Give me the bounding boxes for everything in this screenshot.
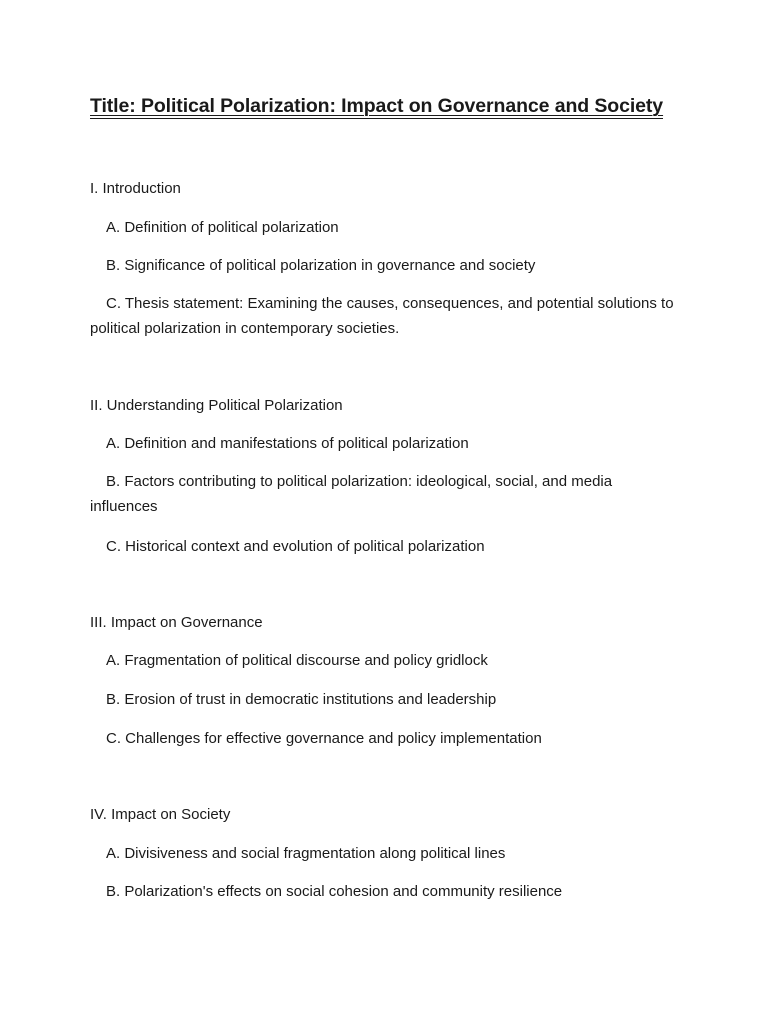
outline-item: B. Significance of political polarization in governance and society xyxy=(106,257,536,274)
section-heading-understanding: II. Understanding Political Polarization xyxy=(90,397,343,414)
outline-item: A. Definition and manifestations of political polarization xyxy=(106,435,469,452)
outline-item: C. Challenges for effective governance and policy implementation xyxy=(106,730,542,747)
outline-item: A. Divisiveness and social fragmentation along political lines xyxy=(106,845,506,862)
outline-item: B. Erosion of trust in democratic institutions and leadership xyxy=(106,691,497,708)
outline-item: C. Thesis statement: Examining the causes, consequences, and potential solutions to political polarization in contemporary societies. xyxy=(90,295,674,337)
outline-item: A. Fragmentation of political discourse and policy gridlock xyxy=(106,652,488,669)
outline-item: B. Polarization's effects on social cohesion and community resilience xyxy=(106,883,563,900)
outline-item: B. Factors contributing to political polarization: ideological, social, and media influences xyxy=(90,473,613,515)
outline-item: C. Historical context and evolution of political polarization xyxy=(106,538,485,555)
outline-item: A. Definition of political polarization xyxy=(106,219,339,236)
section-heading-introduction: I. Introduction xyxy=(90,180,181,197)
document-title: Title: Political Polarization: Impact on Governance and Society xyxy=(90,95,664,117)
section-heading-society: IV. Impact on Society xyxy=(90,806,231,823)
section-heading-governance: III. Impact on Governance xyxy=(90,614,263,631)
